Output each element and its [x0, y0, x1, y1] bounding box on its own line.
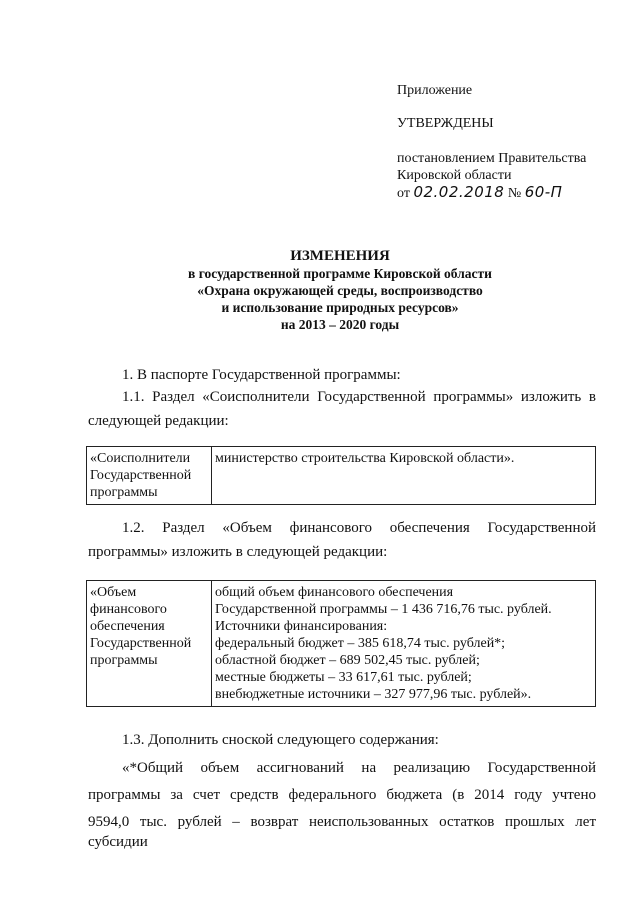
table-cell-value: министерство строительства Кировской области».	[212, 447, 596, 505]
footnote-line-3: 9594,0 тыс. рублей – возврат неиспользованных остатков прошлых лет субсидии	[88, 814, 596, 850]
title-line-1: в государственной программе Кировской области	[188, 266, 492, 281]
financing-table	[86, 580, 596, 707]
number-sign: №	[507, 186, 522, 201]
approved-label: УТВЕРЖДЕНЫ	[397, 116, 494, 131]
table-cell-label: «Объем финансового обеспечения Государственной программы	[87, 581, 212, 707]
document-title	[60, 248, 620, 333]
decree-date-line	[397, 184, 586, 202]
decree-line-1: постановлением Правительства	[397, 151, 587, 166]
title-line-3: и использование природных ресурсов»	[221, 300, 459, 315]
table-row	[87, 581, 596, 707]
approval-block	[397, 82, 586, 202]
item-1-2-line-2: программы» изложить в следующей редакции:	[88, 544, 388, 560]
item-1-3: 1.3. Дополнить сноской следующего содержания:	[122, 732, 439, 748]
title-line-4: на 2013 – 2020 годы	[280, 317, 400, 332]
footnote-line-1: «*Общий объем ассигнований на реализацию Государственной	[122, 760, 596, 776]
item-1-2-line-1: 1.2. Раздел «Объем финансового обеспечения Государственной	[122, 520, 596, 536]
table-cell-label: «Соисполнители Государственной программы	[87, 447, 212, 505]
title-main: ИЗМЕНЕНИЯ	[290, 248, 390, 264]
handwritten-number: 60-П	[524, 183, 563, 201]
item-1-1-line-2: следующей редакции:	[88, 413, 229, 429]
footnote-line-2: программы за счет средств федерального бюджета (в 2014 году учтено	[88, 787, 596, 803]
title-line-2: «Охрана окружающей среды, воспроизводство	[197, 283, 483, 298]
appendix-label: Приложение	[397, 83, 473, 98]
item-1: 1. В паспорте Государственной программы:	[122, 367, 401, 383]
table-cell-value: общий объем финансового обеспечения Государственной программы – 1 436 716,76 тыс. рублей. Источники финансирования: федеральный бюджет – 385 618,74 тыс. рублей*; областной бюджет – 689 502,45 тыс. рублей; местные бюджеты – 33 617,61 тыс. рублей; внебюджетные источники – 327 977,96 тыс. рублей».	[212, 581, 596, 707]
decree-line-2: Кировской области	[397, 168, 512, 183]
date-prefix: от	[397, 186, 410, 201]
table-row	[87, 447, 596, 505]
co-executors-table	[86, 446, 596, 505]
item-1-1-line-1: 1.1. Раздел «Соисполнители Государственной программы» изложить в	[122, 389, 596, 405]
handwritten-date: 02.02.2018	[413, 183, 505, 201]
